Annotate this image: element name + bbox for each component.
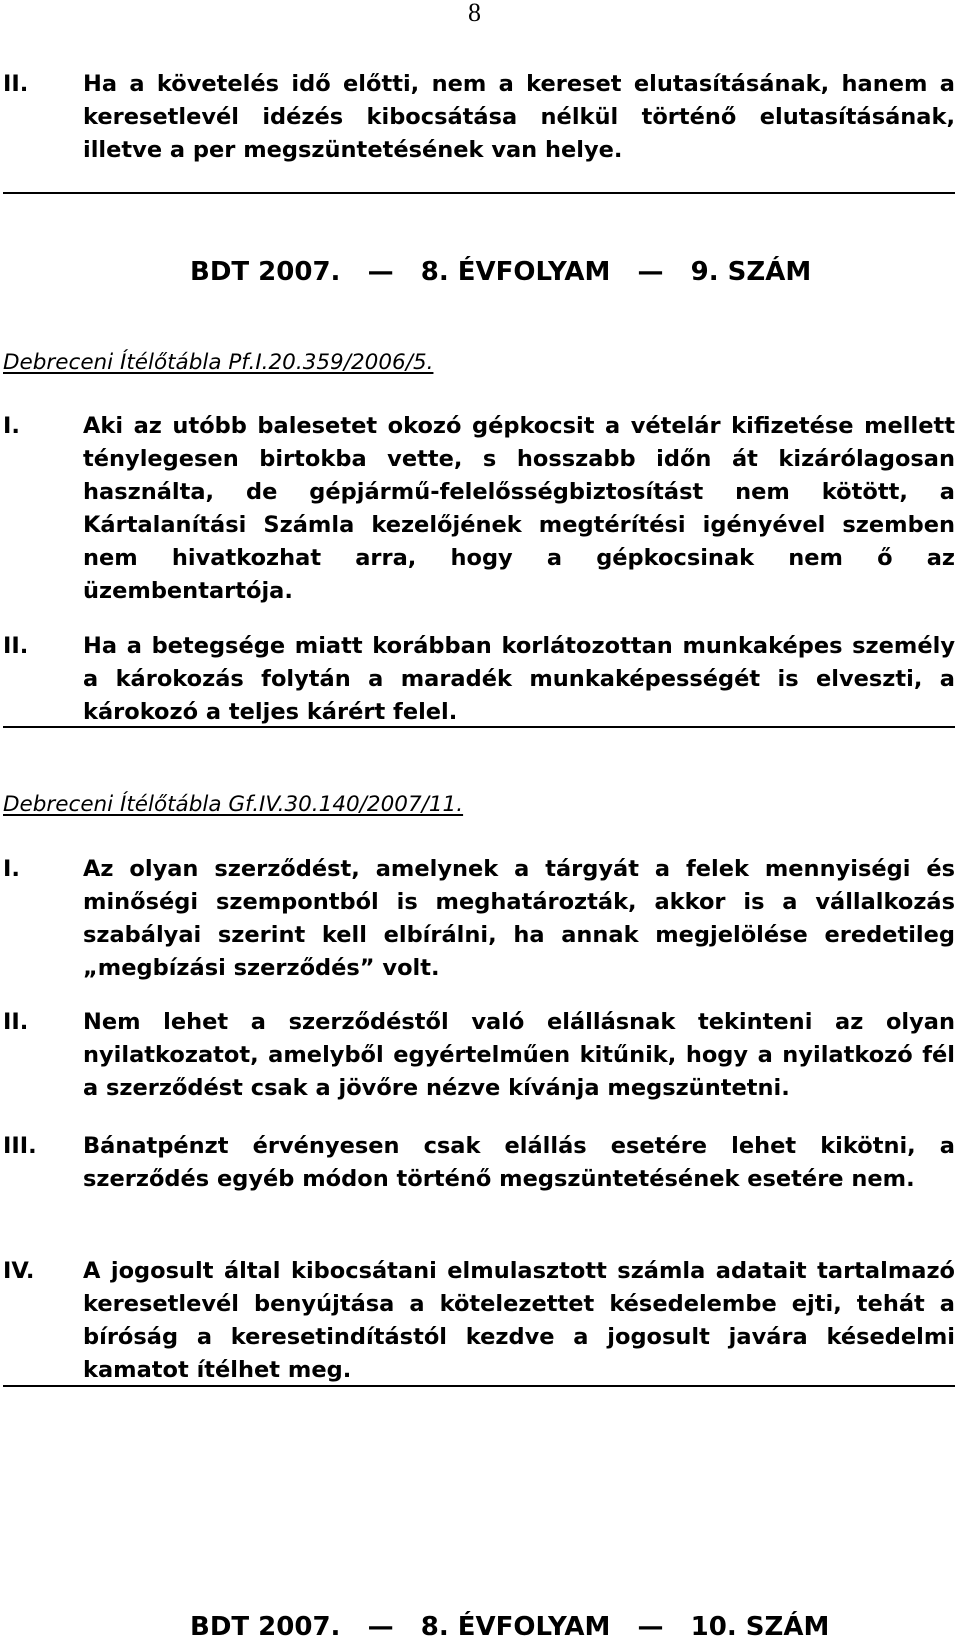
item-number: II. bbox=[3, 633, 29, 659]
item-text: Ha a követelés idő előtti, nem a kereset elutasításának, hanem a keresetlevél idézés kibocsátása nélkül történő elutasításának, illetve a per megszüntetésének van helye. bbox=[83, 71, 955, 163]
item-text: Az olyan szerződést, amelynek a tárgyát a felek mennyiségi és minőségi szempontból is meghatározták, akkor is a vállalkozás szabályai szerint kell elbírálni, ha annak megjelölése eredetileg „megbízási szerződés” volt. bbox=[83, 856, 955, 981]
issue-heading: BDT 2007. — 8. ÉVFOLYAM — 9. SZÁM bbox=[190, 257, 812, 287]
item-number: I. bbox=[3, 413, 20, 439]
divider bbox=[3, 726, 955, 728]
item-number: III. bbox=[3, 1133, 37, 1159]
court-reference: Debreceni Ítélőtábla Pf.I.20.359/2006/5. bbox=[3, 350, 434, 375]
divider bbox=[3, 192, 955, 194]
item-text: Bánatpénzt érvényesen csak elállás esetére lehet kikötni, a szerződés egyéb módon történő megszüntetésének esetére nem. bbox=[83, 1133, 955, 1192]
divider bbox=[3, 1385, 955, 1387]
item-text: Ha a betegsége miatt korábban korlátozottan munkaképes személy a károkozás folytán a maradék munkaképességét is elveszti, a károkozó a teljes kárért felel. bbox=[83, 633, 955, 725]
court-reference: Debreceni Ítélőtábla Gf.IV.30.140/2007/11. bbox=[3, 792, 464, 817]
page-number: 8 bbox=[468, 0, 481, 27]
issue-heading: BDT 2007. — 8. ÉVFOLYAM — 10. SZÁM bbox=[190, 1612, 830, 1642]
item-text: Aki az utóbb balesetet okozó gépkocsit a vételár kifizetése mellett ténylegesen birtokba vette, s hosszabb időn át kizárólagosan használta, de gépjármű-felelősségbiztosítást nem kötött, a Kártalanítási Számla kezelőjének megtérítési igényével szemben nem hivatkozhat arra, hogy a gépkocsinak nem ő az üzembentartója. bbox=[83, 413, 955, 604]
item-text: Nem lehet a szerződéstől való elállásnak tekinteni az olyan nyilatkozatot, amelyből egyértelműen kitűnik, hogy a nyilatkozó fél a szerződést csak a jövőre nézve kívánja megszüntetni. bbox=[83, 1009, 955, 1101]
item-number: IV. bbox=[3, 1258, 35, 1284]
item-number: II. bbox=[3, 1009, 29, 1035]
item-number: I. bbox=[3, 856, 20, 882]
item-number: II. bbox=[3, 71, 29, 97]
item-text: A jogosult által kibocsátani elmulasztott számla adatait tartalmazó keresetlevél benyújtása a kötelezettet késedelembe ejti, tehát a bíróság a keresetindítástól kezdve a jogosult javára késedelmi kamatot ítélhet meg. bbox=[83, 1258, 955, 1383]
